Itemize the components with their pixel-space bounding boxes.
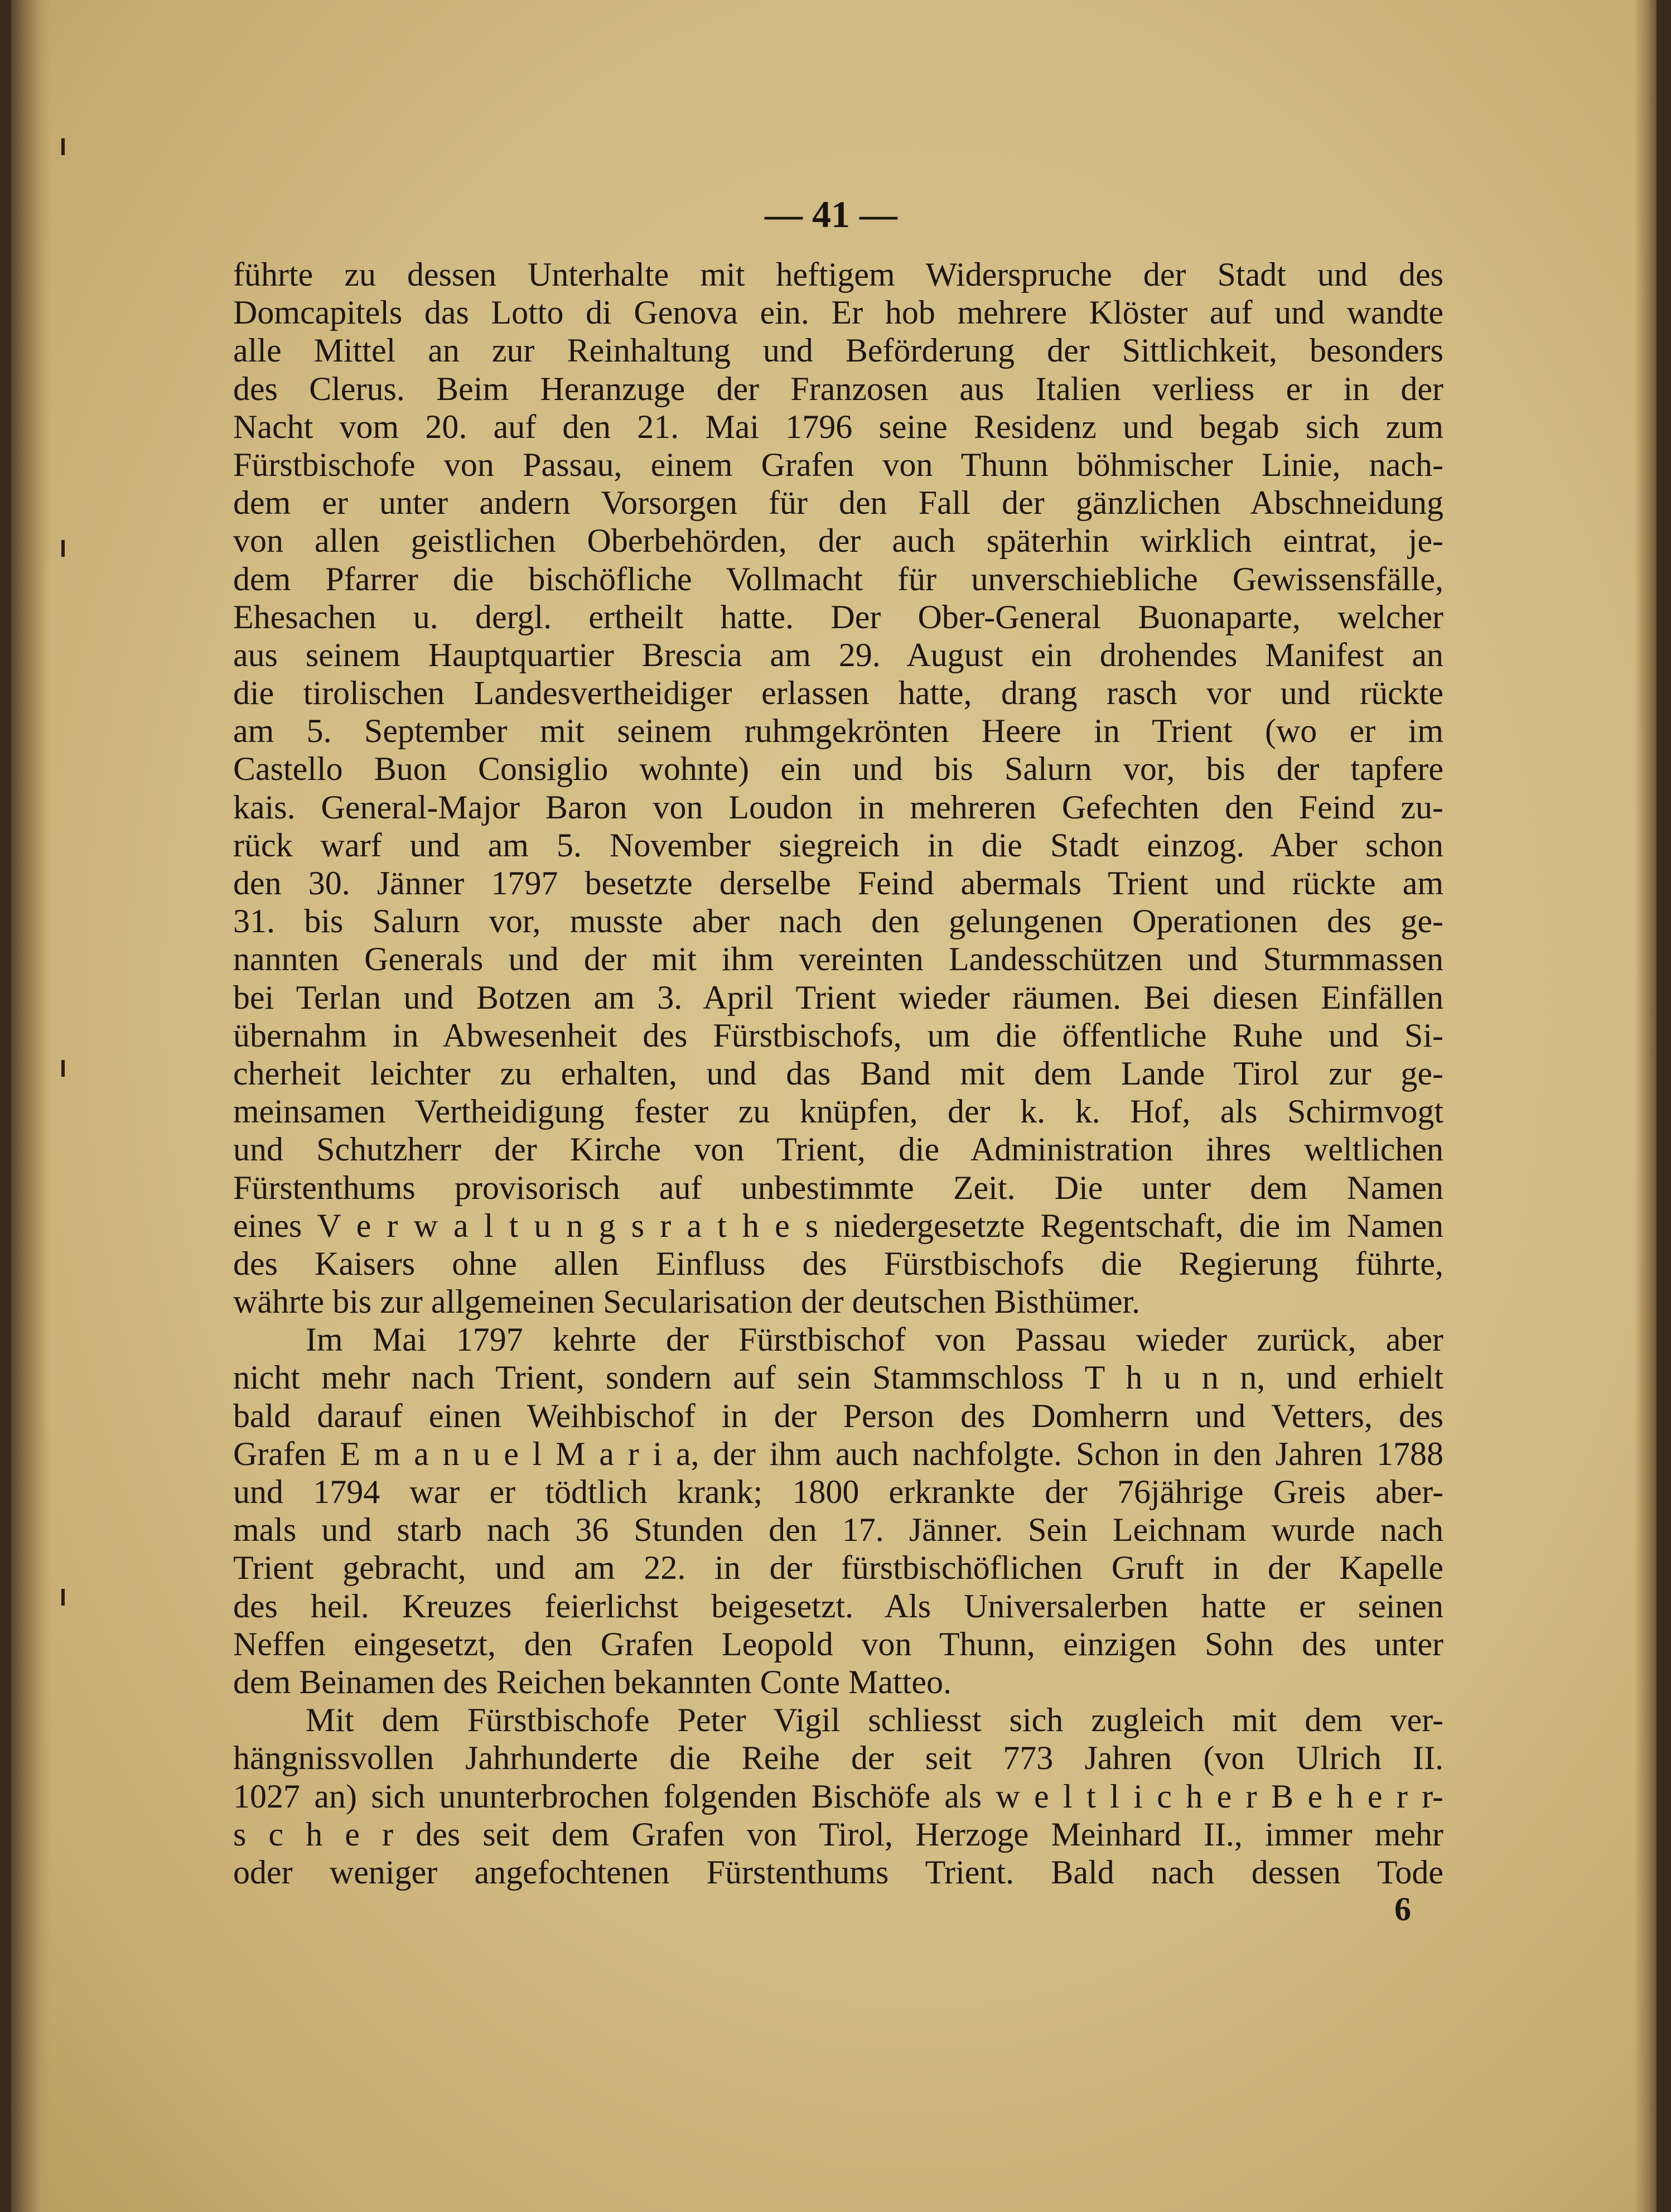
text-line: und Schutzherr der Kirche von Trient, die Administration ihres weltlichen — [233, 1131, 1443, 1168]
page-right-edge — [1634, 0, 1656, 2212]
text-line: Trient gebracht, und am 22. in der fürstbischöflichen Gruft in der Kapelle — [233, 1549, 1443, 1587]
text-line: Castello Buon Consiglio wohnte) ein und bis Salurn vor, bis der tapfere — [233, 750, 1443, 788]
text-line: eines V e r w a l t u n g s r a t h e s niedergesetzte Regentschaft, die im Namen — [233, 1207, 1443, 1244]
book-page — [11, 0, 1656, 2212]
text-line: bald darauf einen Weihbischof in der Person des Domherrn und Vetters, des — [233, 1397, 1443, 1434]
text-line: nicht mehr nach Trient, sondern auf sein Stammschloss T h u n n, und erhielt — [233, 1359, 1443, 1396]
text-line: 1027 an) sich ununterbrochen folgenden Bischöfe als w e l t l i c h e r B e h e r r- — [233, 1777, 1443, 1815]
signature-mark: 6 — [1394, 1891, 1411, 1927]
text-line: aus seinem Hauptquartier Brescia am 29. August ein drohendes Manifest an — [233, 636, 1443, 673]
text-line: Fürstbischofe von Passau, einem Grafen von Thunn böhmischer Linie, nach- — [233, 446, 1443, 483]
text-line: dem Pfarrer die bischöfliche Vollmacht für unverschiebliche Gewissensfälle, — [233, 560, 1443, 597]
body-text — [233, 256, 1443, 1891]
margin-mark — [61, 138, 65, 155]
text-line: 31. bis Salurn vor, musste aber nach den gelungenen Operationen des ge- — [233, 903, 1443, 940]
margin-mark — [61, 1060, 65, 1077]
margin-mark — [61, 1589, 65, 1606]
text-line: des Kaisers ohne allen Einfluss des Fürstbischofs die Regierung führte, — [233, 1245, 1443, 1282]
text-line: von allen geistlichen Oberbehörden, der auch späterhin wirklich eintrat, je- — [233, 522, 1443, 560]
text-line: kais. General-Major Baron von Loudon in mehreren Gefechten den Feind zu- — [233, 788, 1443, 826]
text-line: meinsamen Vertheidigung fester zu knüpfen, der k. k. Hof, als Schirmvogt — [233, 1093, 1443, 1130]
text-line: cherheit leichter zu erhalten, und das Band mit dem Lande Tirol zur ge- — [233, 1054, 1443, 1092]
text-line: währte bis zur allgemeinen Secularisation der deutschen Bisthümer. — [233, 1283, 1141, 1321]
text-line: den 30. Jänner 1797 besetzte derselbe Feind abermals Trient und rückte am — [233, 865, 1443, 902]
margin-mark — [61, 540, 65, 557]
text-line: rück warf und am 5. November siegreich in die Stadt einzog. Aber schon — [233, 826, 1443, 864]
text-line: übernahm in Abwesenheit des Fürstbischofs, um die öffentliche Ruhe und Si- — [233, 1016, 1443, 1054]
text-line: führte zu dessen Unterhalte mit heftigem Widerspruche der Stadt und des — [233, 256, 1443, 293]
text-line: die tirolischen Landesvertheidiger erlassen hatte, drang rasch vor und rückte — [233, 674, 1443, 712]
text-line: und 1794 war er tödtlich krank; 1800 erkrankte der 76jährige Greis aber- — [233, 1473, 1443, 1510]
text-line: des heil. Kreuzes feierlichst beigesetzt. Als Universalerben hatte er seinen — [233, 1587, 1443, 1625]
page-binding-edge — [11, 0, 50, 2212]
text-line: dem Beinamen des Reichen bekannten Conte Matteo. — [233, 1663, 952, 1700]
text-line: Fürstenthums provisorisch auf unbestimmte Zeit. Die unter dem Namen — [233, 1169, 1443, 1206]
text-line: alle Mittel an zur Reinhaltung und Beförderung der Sittlichkeit, besonders — [233, 332, 1443, 369]
text-line: s c h e r des seit dem Grafen von Tirol, Herzoge Meinhard II., immer mehr — [233, 1815, 1443, 1853]
text-line: nannten Generals und der mit ihm vereinten Landesschützen und Sturmmassen — [233, 941, 1443, 978]
text-line: Domcapitels das Lotto di Genova ein. Er hob mehrere Klöster auf und wandte — [233, 294, 1443, 331]
text-line: Mit dem Fürstbischofe Peter Vigil schliesst sich zugleich mit dem ver- — [306, 1702, 1443, 1739]
text-line: oder weniger angefochtenen Fürstenthums Trient. Bald nach dessen Tode — [233, 1853, 1443, 1891]
text-line: hängnissvollen Jahrhunderte die Reihe der seit 773 Jahren (von Ulrich II. — [233, 1739, 1443, 1777]
text-line: dem er unter andern Vorsorgen für den Fall der gänzlichen Abschneidung — [233, 484, 1443, 522]
text-line: Neffen eingesetzt, den Grafen Leopold von Thunn, einzigen Sohn des unter — [233, 1625, 1443, 1662]
text-line: Im Mai 1797 kehrte der Fürstbischof von Passau wieder zurück, aber — [306, 1321, 1443, 1358]
text-line: bei Terlan und Botzen am 3. April Trient wieder räumen. Bei diesen Einfällen — [233, 979, 1443, 1016]
text-line: Ehesachen u. dergl. ertheilt hatte. Der Ober-General Buonaparte, welcher — [233, 598, 1443, 635]
text-line: am 5. September mit seinem ruhmgekrönten Heere in Trient (wo er im — [233, 712, 1443, 750]
text-line: mals und starb nach 36 Stunden den 17. Jänner. Sein Leichnam wurde nach — [233, 1511, 1443, 1549]
text-line: Nacht vom 20. auf den 21. Mai 1796 seine Residenz und begab sich zum — [233, 408, 1443, 445]
text-line: Grafen E m a n u e l M a r i a, der ihm auch nachfolgte. Schon in den Jahren 1788 — [233, 1435, 1443, 1472]
text-line: des Clerus. Beim Heranzuge der Franzosen aus Italien verliess er in der — [233, 370, 1443, 407]
page-number: — 41 — — [765, 193, 897, 235]
